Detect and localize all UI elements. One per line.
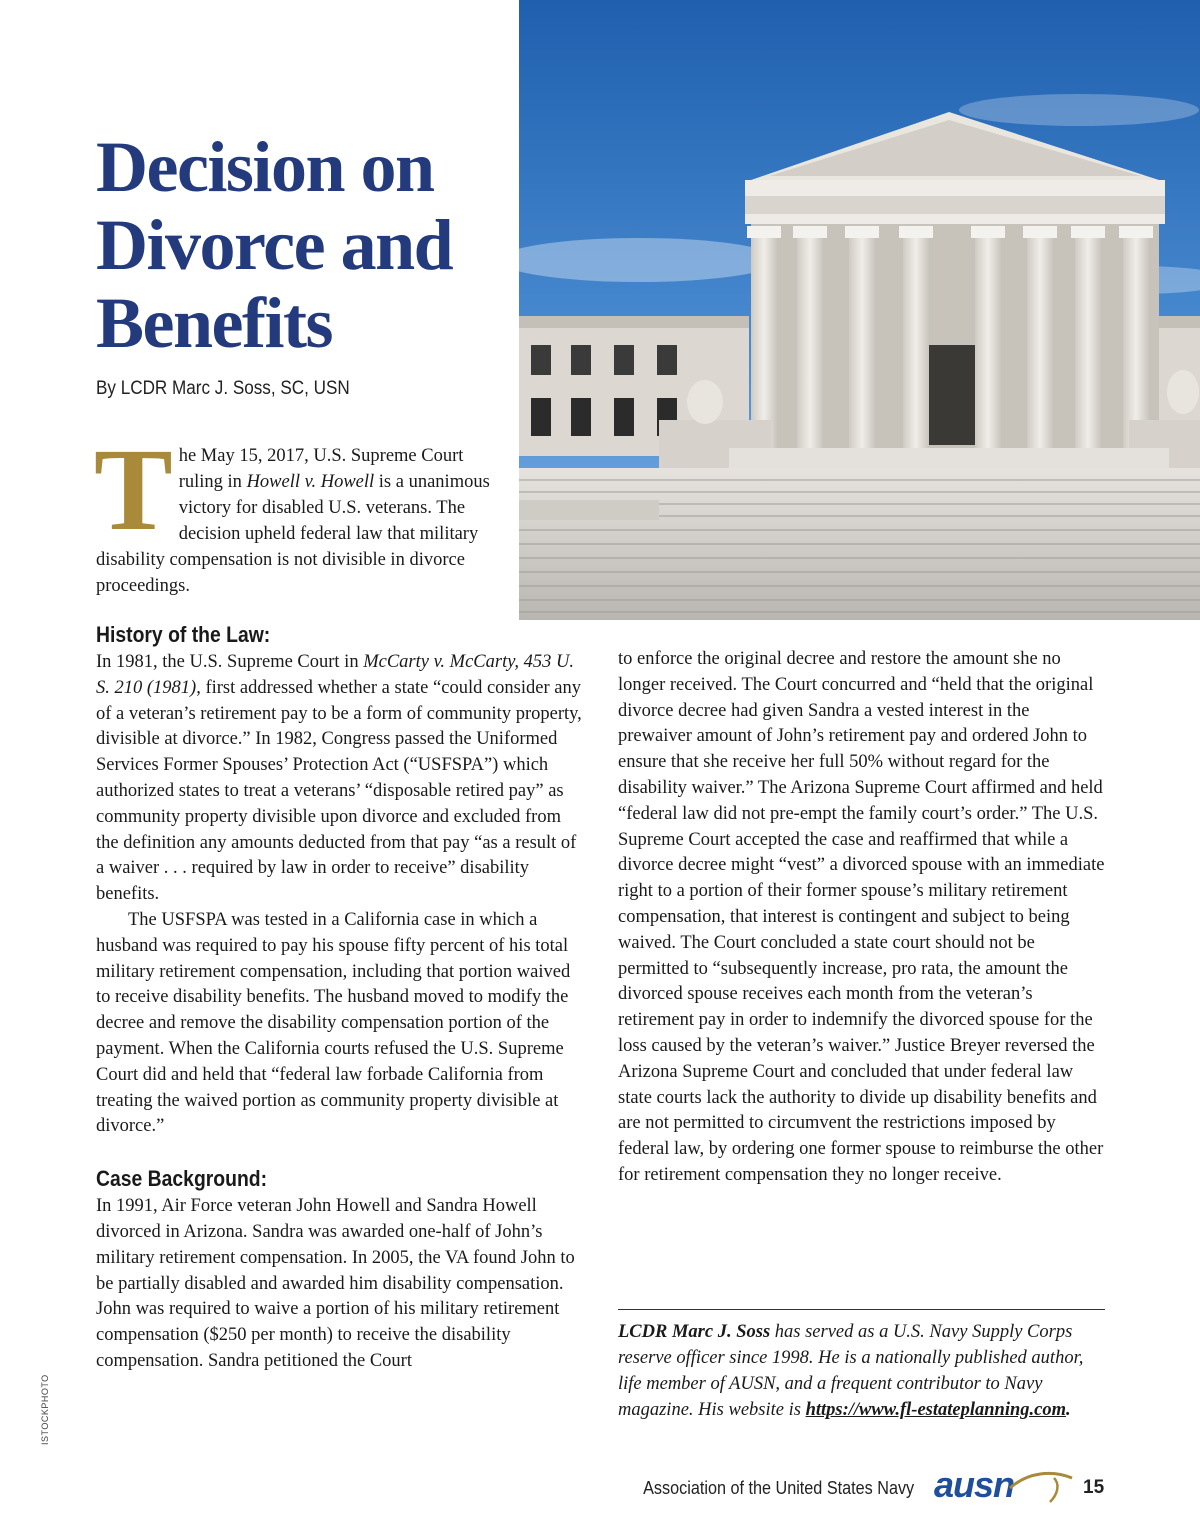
case-background-paragraph: In 1991, Air Force veteran John Howell and Sandra Howell divorced in Arizona. Sandra was awarded one-half of John’s military retirement compensation. In 2005, the VA found John to be partially disabled and awarded him disability compensation. John was required to waive a portion of his military retirement compensation ($250 per month) to receive the disability compensation. Sandra petitioned the Court (96, 1196, 575, 1371)
bio-text: has served as a U.S. Navy Supply Corps reserve officer since 1998. He is a nationally published author, life member of AUSN, and a frequent contributor to Navy magazine. His website is (618, 1322, 1084, 1420)
history-paragraph-2: The USFSPA was tested in a California case in which a husband was required to pay his spouse fifty percent of his total military retirement compensation, including that portion waived to receive disability benefits. The husband moved to modify the decree and remove the disability compensation portion of the payment. When the California courts refused the U.S. Supreme Court did and held that “federal law forbade California from treating the waived portion as community property divisible at divorce.” (96, 909, 571, 1137)
section-heading-history: History of the Law: (96, 622, 271, 647)
history-paragraph-1 (96, 650, 582, 908)
ausn-logo (934, 1466, 1074, 1510)
intro-case-name: Howell v. Howell (246, 472, 375, 492)
intro-text-b: is a unanimous victory for disabled U.S. veterans. The decision upheld federal law that military disability compensation is not divisible in divorce proceedings. (96, 472, 490, 596)
author-website-link[interactable]: https://www.fl-estateplanning.com (805, 1400, 1066, 1420)
case-background-continued: to enforce the original decree and restore the amount she no longer received. The Court concurred and “held that the original divorce decree had given Sandra a vested interest in the prewaiver amount of John’s retirement pay and ordered John to ensure that she receive her full 50% without regard for the disability waiver.” The Arizona Supreme Court affirmed and held “federal law did not pre-empt the family court’s order.” The U.S. Supreme Court accepted the case and reaffirmed that while a divorce decree might “vest” a divorced spouse with an immediate right to a portion of their former spouse’s military retirement compensation, that interest is contingent and subject to being waived. The Court concluded a state court should not be permitted to “subsequently increase, pro rata, the amount the divorced spouse receives each month from the veteran’s retirement pay in order to indemnify the divorced spouse for the loss caused by the veteran’s waiver.” Justice Breyer reversed the Arizona Supreme Court and concluded that under federal law state courts lack the authority to divide up disability benefits and are not permitted to circumvent the restrictions imposed by federal law, by ordering one former spouse to reimburse the other for retirement compensation they no longer receive. (618, 649, 1105, 1185)
article-title (96, 128, 516, 362)
author-bio (618, 1319, 1108, 1423)
supreme-court-building-photo (519, 0, 1200, 620)
intro-text-a: he May 15, 2017, U.S. Supreme Court ruling in (178, 446, 464, 492)
history-text-b: , first addressed whether a state “could consider any of a veteran’s retirement pay to be a form of community property, divisible at divorce.” In 1982, Congress passed the Uniformed Services Former Spouses’ Protection Act (“USFSPA”) which authorized states to treat a veterans’ “disposable retired pay” as community property divisible upon divorce and excluded from the definition any amounts deducted from that pay “as a result of a waiver . . . required by law in order to receive” disability benefits. (96, 677, 582, 905)
title-line-1: Decision on (96, 127, 434, 207)
section-heading-case-background: Case Background: (96, 1166, 268, 1192)
photo-credit: ISTOCKPHOTO (40, 1374, 50, 1445)
left-column (96, 620, 582, 1375)
bio-end: . (1065, 1400, 1071, 1420)
history-case-citation: McCarty v. McCarty, 453 U. S. 210 (1981) (96, 652, 575, 698)
intro-paragraph (94, 424, 492, 599)
right-column (618, 647, 1108, 1189)
bio-author-name: LCDR Marc J. Soss (618, 1322, 771, 1342)
bio-divider (618, 1309, 1105, 1310)
title-line-3: Benefits (96, 283, 332, 363)
byline: By LCDR Marc J. Soss, SC, USN (96, 378, 350, 399)
history-text-a: In 1981, the U.S. Supreme Court in (96, 652, 364, 672)
title-line-2: Divorce and (96, 205, 453, 285)
logo-text: ausn (934, 1464, 1015, 1505)
supreme-court-photo (519, 0, 1200, 620)
drop-cap: T (94, 424, 173, 555)
ausn-swoosh-icon (1008, 1466, 1074, 1506)
footer-organization: Association of the United States Navy (642, 1478, 914, 1498)
page-number: 15 (1083, 1477, 1105, 1498)
